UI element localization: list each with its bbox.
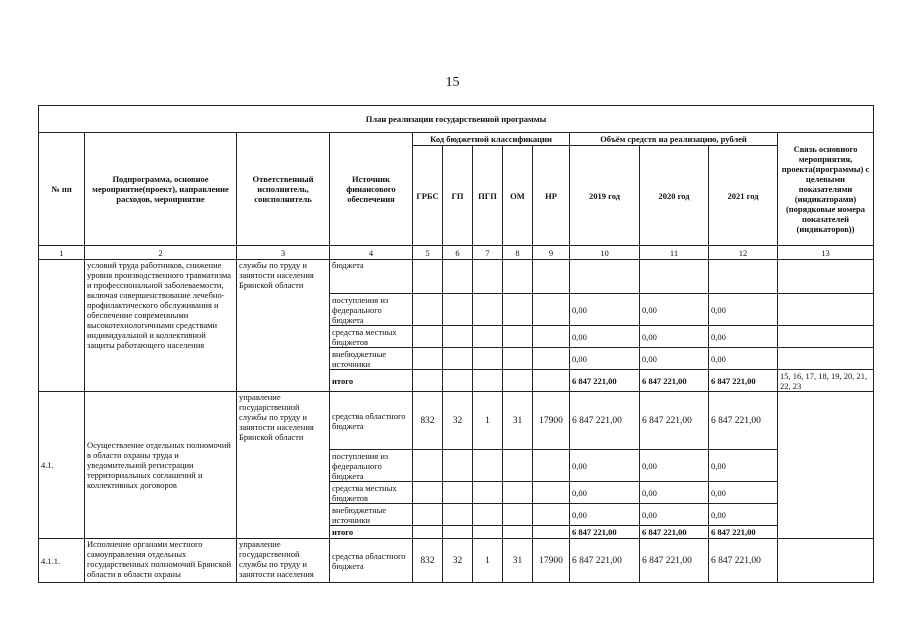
- indicator-link: [778, 260, 874, 294]
- grbs-cell: 832: [413, 392, 443, 450]
- row-no: [39, 260, 85, 392]
- indicator-link: [778, 326, 874, 348]
- indicator-link: [778, 348, 874, 370]
- pgp-cell: 1: [473, 539, 503, 583]
- col-number: 6: [443, 246, 473, 260]
- amount-2020: 0,00: [640, 482, 709, 504]
- pgp-cell: [473, 482, 503, 504]
- gp-cell: [443, 326, 473, 348]
- om-cell: 31: [503, 392, 533, 450]
- nr-cell: [533, 260, 570, 294]
- col-number: 13: [778, 246, 874, 260]
- amount-2021: 0,00: [709, 294, 778, 326]
- gp-cell: 32: [443, 539, 473, 583]
- amount-2019: 0,00: [570, 348, 640, 370]
- grbs-cell: [413, 450, 443, 482]
- responsible-executor: службы по труду и занятости населения Брянской области: [237, 260, 330, 392]
- pgp-cell: [473, 294, 503, 326]
- header-grbs: ГРБС: [413, 146, 443, 246]
- amount-2020: 6 847 221,00: [640, 539, 709, 583]
- activity-description: Исполнение органами местного самоуправления отдельных государственных полномочий Брянской области в области охраны: [85, 539, 237, 583]
- gp-cell: [443, 526, 473, 539]
- col-number: 10: [570, 246, 640, 260]
- om-cell: [503, 504, 533, 526]
- header-2020: 2020 год: [640, 146, 709, 246]
- amount-2020: 0,00: [640, 504, 709, 526]
- gp-cell: [443, 504, 473, 526]
- nr-cell: [533, 482, 570, 504]
- grbs-cell: [413, 294, 443, 326]
- om-cell: [503, 370, 533, 392]
- amount-2020: 6 847 221,00: [640, 392, 709, 450]
- om-cell: [503, 348, 533, 370]
- col-number: 11: [640, 246, 709, 260]
- amount-2019: [570, 260, 640, 294]
- table-title: План реализации государственной программы: [39, 106, 874, 133]
- amount-2019: 6 847 221,00: [570, 539, 640, 583]
- header-link: Связь основного мероприятия, проекта(программы) с целевыми показателями (индикаторами) (порядковые номера показателей (индикаторов)): [778, 133, 874, 246]
- header-subprogram: Подпрограмма, основное мероприятие(проект), направление расходов, мероприятие: [85, 133, 237, 246]
- amount-2021: 6 847 221,00: [709, 539, 778, 583]
- pgp-cell: [473, 450, 503, 482]
- funding-source: бюджета: [330, 260, 413, 294]
- amount-2020: 0,00: [640, 348, 709, 370]
- col-number: 1: [39, 246, 85, 260]
- col-number: 12: [709, 246, 778, 260]
- row-no: 4.1.: [39, 392, 85, 539]
- funding-source: внебюджетные источники: [330, 348, 413, 370]
- indicator-link: [778, 392, 874, 539]
- amount-2021: 0,00: [709, 326, 778, 348]
- funding-source: внебюджетные источники: [330, 504, 413, 526]
- amount-2021: 0,00: [709, 348, 778, 370]
- gp-cell: [443, 450, 473, 482]
- grbs-cell: 832: [413, 539, 443, 583]
- col-number: 9: [533, 246, 570, 260]
- gp-cell: [443, 260, 473, 294]
- nr-cell: [533, 326, 570, 348]
- pgp-cell: [473, 504, 503, 526]
- col-number: 3: [237, 246, 330, 260]
- funding-source: поступления из федерального бюджета: [330, 450, 413, 482]
- header-2021: 2021 год: [709, 146, 778, 246]
- activity-description: Осуществление отдельных полномочий в области охраны труда и уведомительной регистрации территориальных соглашений и коллективных договоров: [85, 392, 237, 539]
- col-number: 8: [503, 246, 533, 260]
- om-cell: [503, 450, 533, 482]
- pgp-cell: [473, 348, 503, 370]
- amount-2021: 0,00: [709, 504, 778, 526]
- header-gp: ГП: [443, 146, 473, 246]
- gp-cell: 32: [443, 392, 473, 450]
- grbs-cell: [413, 482, 443, 504]
- grbs-cell: [413, 326, 443, 348]
- amount-2021-total: 6 847 221,00: [709, 370, 778, 392]
- grbs-cell: [413, 348, 443, 370]
- header-source: Источник финансового обеспечения: [330, 133, 413, 246]
- funding-source-total: итого: [330, 370, 413, 392]
- pgp-cell: [473, 370, 503, 392]
- amount-2021-total: 6 847 221,00: [709, 526, 778, 539]
- program-plan-table: [38, 105, 874, 583]
- grbs-cell: [413, 260, 443, 294]
- responsible-executor: управление государственной службы по труду и занятости населения Брянской области: [237, 392, 330, 539]
- header-2019: 2019 год: [570, 146, 640, 246]
- gp-cell: [443, 370, 473, 392]
- col-number: 7: [473, 246, 503, 260]
- funding-source: средства местных бюджетов: [330, 482, 413, 504]
- funding-source: средства областного бюджета: [330, 392, 413, 450]
- amount-2020: [640, 260, 709, 294]
- amount-2019: 6 847 221,00: [570, 392, 640, 450]
- pgp-cell: [473, 326, 503, 348]
- header-kbk: Код бюджетной классификации: [413, 133, 570, 146]
- amount-2019: 0,00: [570, 326, 640, 348]
- grbs-cell: [413, 504, 443, 526]
- nr-cell: [533, 450, 570, 482]
- pgp-cell: [473, 260, 503, 294]
- amount-2020-total: 6 847 221,00: [640, 370, 709, 392]
- amount-2020: 0,00: [640, 450, 709, 482]
- amount-2021: 0,00: [709, 482, 778, 504]
- amount-2021: 6 847 221,00: [709, 392, 778, 450]
- row-no: 4.1.1.: [39, 539, 85, 583]
- amount-2019-total: 6 847 221,00: [570, 526, 640, 539]
- funding-source-total: итого: [330, 526, 413, 539]
- grbs-cell: [413, 526, 443, 539]
- header-om: ОМ: [503, 146, 533, 246]
- amount-2019: 0,00: [570, 450, 640, 482]
- indicator-link: [778, 294, 874, 326]
- amount-2019: 0,00: [570, 294, 640, 326]
- header-nr: НР: [533, 146, 570, 246]
- header-funds: Объём средств на реализацию, рублей: [570, 133, 778, 146]
- om-cell: [503, 526, 533, 539]
- om-cell: [503, 294, 533, 326]
- om-cell: [503, 260, 533, 294]
- om-cell: [503, 482, 533, 504]
- col-number: 2: [85, 246, 237, 260]
- nr-cell: 17900: [533, 392, 570, 450]
- amount-2021: 0,00: [709, 450, 778, 482]
- nr-cell: [533, 504, 570, 526]
- amount-2021: [709, 260, 778, 294]
- nr-cell: [533, 348, 570, 370]
- grbs-cell: [413, 370, 443, 392]
- gp-cell: [443, 482, 473, 504]
- header-no: № пп: [39, 133, 85, 246]
- nr-cell: [533, 526, 570, 539]
- pgp-cell: 1: [473, 392, 503, 450]
- indicator-link: [778, 539, 874, 583]
- om-cell: [503, 326, 533, 348]
- responsible-executor: управление государственной службы по труду и занятости населения: [237, 539, 330, 583]
- om-cell: 31: [503, 539, 533, 583]
- gp-cell: [443, 294, 473, 326]
- funding-source: поступления из федерального бюджета: [330, 294, 413, 326]
- indicator-link: 15, 16, 17, 18, 19, 20, 21, 22, 23: [778, 370, 874, 392]
- pgp-cell: [473, 526, 503, 539]
- page-number: 15: [445, 75, 460, 90]
- funding-source: средства местных бюджетов: [330, 326, 413, 348]
- col-number: 4: [330, 246, 413, 260]
- amount-2020: 0,00: [640, 326, 709, 348]
- amount-2020-total: 6 847 221,00: [640, 526, 709, 539]
- header-responsible: Ответственный исполнитель, соисполнитель: [237, 133, 330, 246]
- amount-2019-total: 6 847 221,00: [570, 370, 640, 392]
- funding-source: средства областного бюджета: [330, 539, 413, 583]
- activity-description: условий труда работников, снижение уровня производственного травматизма и профессиональной заболеваемости, включая совершенствование лечебно-профилактического обслуживания и обеспечение современными высокотехнологичными средствами индивидуальной и коллективной защиты работающего населения: [85, 260, 237, 392]
- nr-cell: 17900: [533, 539, 570, 583]
- gp-cell: [443, 348, 473, 370]
- amount-2019: 0,00: [570, 482, 640, 504]
- amount-2020: 0,00: [640, 294, 709, 326]
- col-number: 5: [413, 246, 443, 260]
- header-pgp: ПГП: [473, 146, 503, 246]
- amount-2019: 0,00: [570, 504, 640, 526]
- nr-cell: [533, 370, 570, 392]
- nr-cell: [533, 294, 570, 326]
